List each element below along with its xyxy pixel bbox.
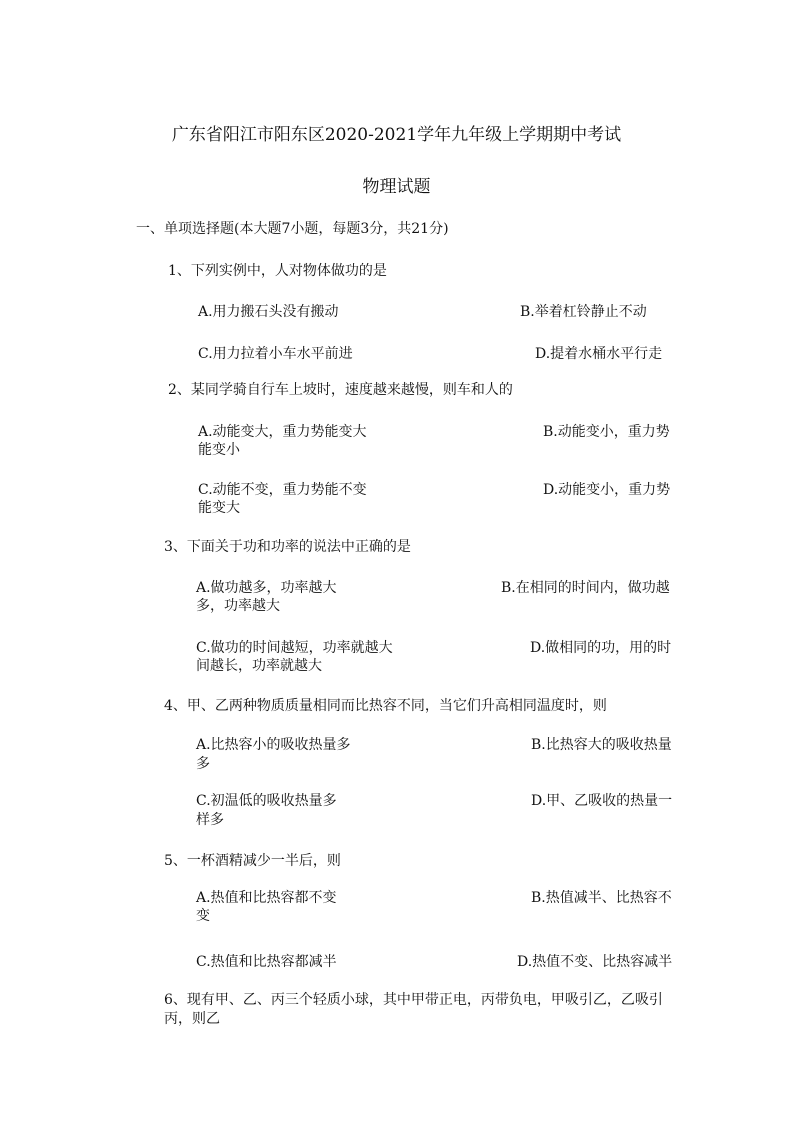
question-3-option-b: B.在相同的时间内，做功越: [501, 580, 670, 596]
question-4-option-d-cont: 样多: [196, 812, 224, 828]
question-5-stem: 5、一杯酒精减少一半后，则: [164, 853, 341, 869]
exam-title: 广东省阳江市阳东区2020-2021学年九年级上学期期中考试: [171, 125, 622, 145]
question-2-option-b-cont: 能变小: [198, 442, 240, 458]
question-4-stem: 4、甲、乙两种物质质量相同而比热容不同，当它们升高相同温度时，则: [164, 698, 607, 714]
question-1-option-c: C.用力拉着小车水平前进: [198, 346, 353, 362]
question-1-stem: 1、下列实例中，人对物体做功的是: [168, 263, 387, 279]
question-4-option-b-cont: 多: [196, 756, 210, 772]
question-3-option-c: C.做功的时间越短，功率就越大: [196, 640, 393, 656]
question-6-stem-cont: 丙，则乙: [164, 1011, 220, 1027]
question-5-option-a: A.热值和比热容都不变: [196, 890, 337, 906]
question-2-option-d-cont: 能变大: [198, 500, 240, 516]
section-heading: 一、单项选择题(本大题7小题，每题3分，共21分): [136, 221, 449, 237]
question-4-option-c: C.初温低的吸收热量多: [196, 793, 337, 809]
question-4-option-d: D.甲、乙吸收的热量一: [531, 793, 673, 809]
question-1-option-b: B.举着杠铃静止不动: [520, 304, 647, 320]
question-1-option-a: A.用力搬石头没有搬动: [198, 304, 339, 320]
question-2-option-a: A.动能变大，重力势能变大: [198, 424, 367, 440]
question-5-option-b: B.热值减半、比热容不: [531, 890, 672, 906]
question-5-option-b-cont: 变: [196, 908, 210, 924]
question-4-option-a: A.比热容小的吸收热量多: [196, 737, 351, 753]
question-5-option-d: D.热值不变、比热容减半: [517, 954, 673, 970]
question-2-option-b: B.动能变小，重力势: [543, 424, 670, 440]
question-4-option-b: B.比热容大的吸收热量: [531, 737, 672, 753]
question-3-option-d-cont: 间越长，功率就越大: [196, 658, 322, 674]
question-2-stem: 2、某同学骑自行车上坡时，速度越来越慢，则车和人的: [168, 382, 513, 398]
question-5-option-c: C.热值和比热容都减半: [196, 954, 337, 970]
question-3-option-a: A.做功越多，功率越大: [196, 580, 337, 596]
question-3-option-d: D.做相同的功，用的时: [530, 640, 672, 656]
exam-subtitle: 物理试题: [362, 177, 431, 197]
question-2-option-c: C.动能不变，重力势能不变: [198, 482, 367, 498]
question-6-stem: 6、现有甲、乙、丙三个轻质小球，其中甲带正电，丙带负电，甲吸引乙，乙吸引: [164, 992, 663, 1008]
question-1-option-d: D.提着水桶水平行走: [535, 346, 663, 362]
question-2-option-d: D.动能变小，重力势: [543, 482, 671, 498]
question-3-option-b-cont: 多，功率越大: [196, 598, 280, 614]
question-3-stem: 3、下面关于功和功率的说法中正确的是: [164, 539, 411, 555]
